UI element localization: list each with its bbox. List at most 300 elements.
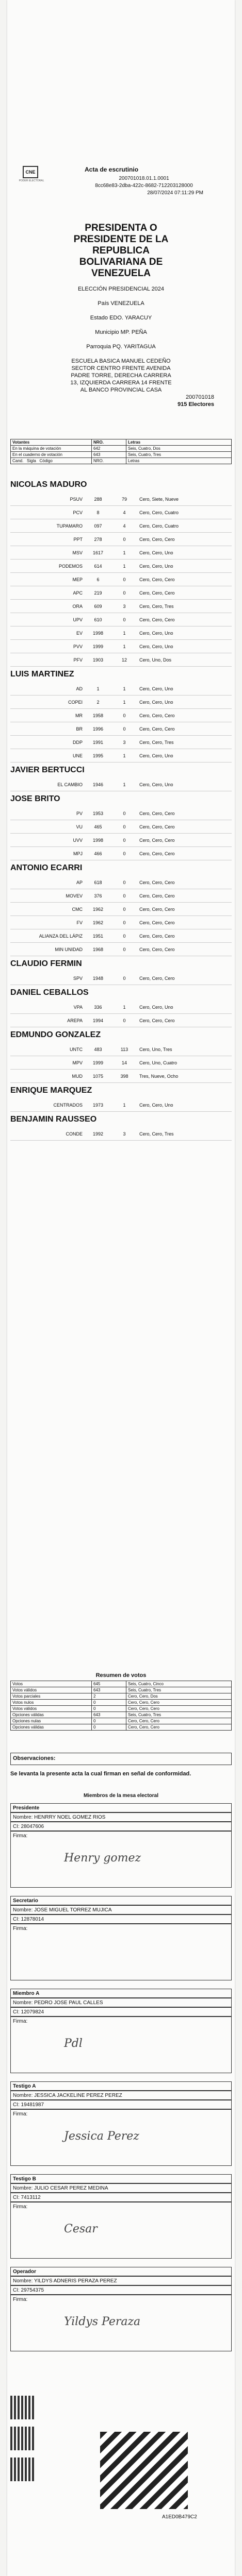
- party-votes: 0: [123, 824, 126, 829]
- party-row: [10, 1001, 232, 1014]
- book-letras: Seis, Cuatro, Tres: [126, 452, 232, 458]
- qr-code-2: [10, 2427, 34, 2450]
- center-name: [7, 358, 235, 394]
- result-number: 643: [92, 1712, 126, 1718]
- acta-datetime: 28/07/2024 07:11:29 PM: [147, 190, 203, 196]
- party-votes-letters: Cero, Cero, Cero: [139, 893, 175, 899]
- state: Estado EDO. YARACUY: [90, 315, 152, 321]
- party-code: 1999: [92, 1060, 104, 1065]
- result-label: Votos válidos: [11, 1687, 92, 1693]
- party-votes-letters: Cero, Cero, Cero: [139, 838, 175, 843]
- party-row: [10, 1070, 232, 1083]
- firma-label: Firma:: [13, 1926, 28, 1931]
- member-role: Testigo A: [10, 2081, 232, 2091]
- party-code: 219: [94, 590, 102, 596]
- party-code: 1991: [92, 740, 104, 745]
- party-votes-letters: Cero, Cero, Cero: [139, 880, 175, 885]
- result-letters: Cero, Cero, Cero: [126, 1718, 232, 1724]
- party-sigla: PPT: [73, 537, 83, 542]
- title-line: BOLIVARIANA DE: [79, 257, 163, 267]
- party-row: [10, 546, 232, 560]
- member-signature-box: [10, 1924, 232, 1980]
- handwritten-signature: Cesar: [64, 2223, 98, 2235]
- row-divider: [10, 1111, 232, 1112]
- result-label: Votos nulos: [11, 1700, 92, 1706]
- firma-label: Firma:: [13, 1833, 28, 1839]
- party-sigla: MIN UNIDAD: [55, 947, 83, 952]
- party-code: 1998: [92, 838, 104, 843]
- col-codigo: Código: [39, 459, 53, 463]
- center-line: AL BANCO PROVINCIAL CASA: [80, 387, 162, 393]
- party-code: 465: [94, 824, 102, 829]
- party-sigla: AD: [76, 686, 83, 691]
- party-row: [10, 916, 232, 929]
- party-row: [10, 889, 232, 903]
- party-code: 610: [94, 617, 102, 622]
- party-row: [10, 600, 232, 613]
- party-votes: 1: [123, 1103, 126, 1108]
- result-number: 0: [92, 1700, 126, 1706]
- title-line: REPUBLICA: [92, 245, 150, 256]
- party-sigla: EL CAMBIO: [57, 782, 83, 787]
- party-votes: 1: [123, 686, 126, 691]
- party-votes: 0: [123, 920, 126, 925]
- party-votes: 398: [120, 1074, 128, 1079]
- party-sigla: CMC: [72, 907, 83, 912]
- party-sigla: APC: [73, 590, 83, 596]
- row-divider: [10, 1082, 232, 1083]
- party-sigla: COPEI: [68, 700, 83, 705]
- row-divider: [10, 666, 232, 667]
- party-code: 466: [94, 851, 102, 856]
- candidate-name: BENJAMIN RAUSSEO: [10, 1115, 97, 1124]
- acta-serial: 200701018.01.1.0001: [119, 176, 169, 181]
- result-number: 643: [92, 1687, 126, 1693]
- party-code: 1992: [92, 1131, 104, 1137]
- candidate-name: JOSE BRITO: [10, 794, 60, 803]
- party-votes: 1: [123, 1005, 126, 1010]
- party-row: [10, 506, 232, 519]
- firma-label: Firma:: [13, 2019, 28, 2024]
- party-sigla: AREPA: [67, 1018, 83, 1023]
- location-info: [7, 285, 235, 408]
- party-code: 1958: [92, 713, 104, 718]
- results-row: [11, 1681, 232, 1687]
- party-code: 1962: [92, 920, 104, 925]
- result-letters: Cero, Cero, Cero: [126, 1724, 232, 1731]
- party-votes: 0: [123, 934, 126, 939]
- party-sigla: UPV: [73, 617, 83, 622]
- party-sigla: UVV: [73, 838, 83, 843]
- book-nro: 643: [92, 452, 126, 458]
- municipality: Municipio MP. PEÑA: [95, 329, 147, 335]
- result-label: Opciones nulas: [11, 1718, 92, 1724]
- col-letras-2: Letras: [126, 458, 232, 464]
- party-sigla: VPA: [73, 1005, 83, 1010]
- party-votes: 0: [123, 811, 126, 816]
- party-votes-letters: Cero, Cero, Uno: [139, 686, 173, 691]
- results-row: [11, 1724, 232, 1731]
- party-row: [10, 653, 232, 667]
- party-votes-letters: Cero, Siete, Nueve: [139, 497, 179, 502]
- party-votes-letters: Cero, Cero, Cero: [139, 577, 175, 582]
- party-votes-letters: Cero, Cero, Uno: [139, 753, 173, 758]
- row-divider: [10, 1140, 232, 1141]
- party-sigla: PODEMOS: [58, 564, 83, 569]
- party-sigla: PV: [76, 811, 83, 816]
- machine-letras: Seis, Cuatro, Dos: [126, 446, 232, 452]
- result-letters: Cero, Cero, Cero: [126, 1706, 232, 1712]
- party-code: 1995: [92, 753, 104, 758]
- center-line: 13, IZQUIERDA CARRERA 14 FRENTE: [70, 380, 172, 386]
- member-ci: CI: 28047606: [10, 1822, 232, 1831]
- party-votes-letters: Cero, Cero, Tres: [139, 1131, 174, 1137]
- party-code: 288: [94, 497, 102, 502]
- party-votes: 0: [123, 537, 126, 542]
- party-code: 1948: [92, 976, 104, 981]
- party-row: [10, 573, 232, 586]
- party-sigla: MSV: [72, 550, 83, 555]
- qr-code-3: [10, 2458, 34, 2481]
- party-sigla: MPJ: [73, 851, 83, 856]
- party-votes: 0: [123, 590, 126, 596]
- result-letters: Cero, Cero, Dos: [126, 1693, 232, 1700]
- candidate-name: ENRIQUE MARQUEZ: [10, 1086, 92, 1095]
- results-row: [11, 1718, 232, 1724]
- party-votes: 1: [123, 564, 126, 569]
- party-row: [10, 929, 232, 943]
- party-row: [10, 778, 232, 791]
- member-role: Miembro A: [10, 1989, 232, 1998]
- result-number: 645: [92, 1681, 126, 1687]
- party-votes: 14: [121, 1060, 127, 1065]
- party-row: [10, 626, 232, 640]
- party-row: [10, 696, 232, 709]
- party-votes: 1: [123, 644, 126, 649]
- results-row: [11, 1700, 232, 1706]
- party-sigla: CONDE: [66, 1131, 83, 1137]
- acta-info: [85, 175, 203, 197]
- party-row: [10, 640, 232, 653]
- party-votes: 3: [123, 604, 126, 609]
- party-sigla: CENTRADOS: [53, 1103, 83, 1108]
- party-sigla: TUPAMARO: [56, 523, 83, 529]
- party-code: 1075: [92, 1074, 104, 1079]
- party-sigla: UNTC: [70, 1047, 83, 1052]
- party-votes-letters: Cero, Cero, Cuatro: [139, 510, 179, 515]
- party-votes: 1: [123, 753, 126, 758]
- party-votes-letters: Cero, Uno, Dos: [139, 657, 172, 663]
- col-nro: NRO.: [92, 439, 126, 446]
- party-row: [10, 533, 232, 546]
- party-votes-letters: Cero, Cero, Uno: [139, 1103, 173, 1108]
- party-sigla: UNE: [72, 753, 83, 758]
- acta-hash: 8cc68e83-2dba-422c-8682-712203128000: [95, 183, 193, 189]
- party-row: [10, 1014, 232, 1027]
- party-votes: 12: [121, 657, 127, 663]
- party-row: [10, 560, 232, 573]
- party-sigla: PFV: [73, 657, 83, 663]
- party-votes-letters: Cero, Cero, Cuatro: [139, 523, 179, 529]
- book-label: En el cuaderno de votación: [11, 452, 92, 458]
- member-role: Testigo B: [10, 2174, 232, 2183]
- party-code: 1968: [92, 947, 104, 952]
- party-votes: 0: [123, 893, 126, 899]
- party-votes: 0: [123, 1018, 126, 1023]
- party-code: 614: [94, 564, 102, 569]
- party-sigla: MUD: [72, 1074, 83, 1079]
- party-code: 1994: [92, 1018, 104, 1023]
- party-row: [10, 736, 232, 749]
- party-code: 278: [94, 537, 102, 542]
- party-row: [10, 943, 232, 956]
- member-ci: CI: 12079824: [10, 2007, 232, 2016]
- party-votes-letters: Cero, Cero, Cero: [139, 947, 175, 952]
- party-row: [10, 820, 232, 834]
- col-letras: Letras: [126, 439, 232, 446]
- party-votes-letters: Cero, Cero, Cero: [139, 811, 175, 816]
- party-votes-letters: Cero, Cero, Uno: [139, 782, 173, 787]
- party-row: [10, 493, 232, 506]
- member-ci: CI: 7413112: [10, 2193, 232, 2202]
- party-votes-letters: Cero, Cero, Tres: [139, 740, 174, 745]
- party-code: 1903: [92, 657, 104, 663]
- candidate-name: LUIS MARTINEZ: [10, 670, 74, 679]
- party-row: [10, 519, 232, 533]
- col-headers-left: [11, 458, 92, 464]
- party-votes: 1: [123, 782, 126, 787]
- party-sigla: MOVEV: [66, 893, 83, 899]
- party-votes: 0: [123, 726, 126, 732]
- party-code: 1: [96, 686, 100, 691]
- party-votes-letters: Cero, Uno, Cuatro: [139, 1060, 178, 1065]
- country: País VENEZUELA: [98, 300, 144, 307]
- party-votes-letters: Cero, Cero, Cero: [139, 976, 175, 981]
- party-row: [10, 834, 232, 847]
- member-name: Nombre: JULIO CESAR PEREZ MEDINA: [10, 2183, 232, 2193]
- results-row: [11, 1706, 232, 1712]
- party-votes-letters: Cero, Cero, Cero: [139, 726, 175, 732]
- members-title: Miembros de la mesa electoral: [83, 1793, 159, 1799]
- party-row: [10, 972, 232, 985]
- security-pattern: [100, 2432, 188, 2509]
- center-line: PADRE TORRE, DERECHA CARRERA: [71, 372, 171, 379]
- election-name: ELECCIÓN PRESIDENCIAL 2024: [77, 286, 165, 292]
- electors-count: 915 Electores: [178, 401, 214, 408]
- handwritten-signature: Jessica Perez: [64, 2130, 139, 2143]
- party-votes-letters: Cero, Cero, Cero: [139, 920, 175, 925]
- results-row: [11, 1693, 232, 1700]
- party-row: [10, 613, 232, 626]
- party-code: 2: [96, 700, 100, 705]
- party-row: [10, 586, 232, 600]
- result-label: Votos válidos: [11, 1706, 92, 1712]
- result-letters: Seis, Cuatro, Tres: [126, 1687, 232, 1693]
- center-line: ESCUELA BASICA MANUEL CEDEÑO: [71, 358, 171, 364]
- candidate-name: JAVIER BERTUCCI: [10, 766, 85, 774]
- title-line: PRESIDENTA O: [85, 223, 157, 233]
- page-title: [7, 223, 235, 279]
- result-number: 0: [92, 1724, 126, 1731]
- party-code: 609: [94, 604, 102, 609]
- member-role: Operador: [10, 2267, 232, 2276]
- title-line: PRESIDENTE DE LA: [73, 234, 169, 245]
- member-ci: CI: 19481987: [10, 2100, 232, 2109]
- party-votes-letters: Cero, Cero, Cero: [139, 934, 175, 939]
- party-votes-letters: Cero, Cero, Cero: [139, 824, 175, 829]
- party-votes-letters: Cero, Cero, Cero: [139, 907, 175, 912]
- party-votes: 4: [123, 510, 126, 515]
- party-sigla: EV: [76, 631, 83, 636]
- party-code: 1999: [92, 644, 104, 649]
- candidate-name: CLAUDIO FERMIN: [10, 959, 82, 968]
- party-votes: 1: [123, 550, 126, 555]
- member-name: Nombre: JESSICA JACKELINE PEREZ PEREZ: [10, 2091, 232, 2100]
- firma-label: Firma:: [13, 2297, 28, 2302]
- party-votes: 4: [123, 523, 126, 529]
- party-row: [10, 807, 232, 820]
- party-code: 1996: [92, 726, 104, 732]
- col-votantes: Votantes: [11, 439, 92, 446]
- handwritten-signature: Henry gomez: [64, 1852, 141, 1865]
- party-sigla: DDP: [72, 740, 83, 745]
- column-headers: [11, 458, 232, 464]
- candidate-name: EDMUNDO GONZALEZ: [10, 1030, 101, 1039]
- center-line: SECTOR CENTRO FRENTE AVENIDA: [71, 365, 171, 371]
- party-code: 1617: [92, 550, 104, 555]
- party-votes: 0: [123, 851, 126, 856]
- party-code: 1973: [92, 1103, 104, 1108]
- party-row: [10, 682, 232, 696]
- party-votes-letters: Cero, Cero, Tres: [139, 604, 174, 609]
- cne-logo-mark: CNE: [23, 166, 38, 178]
- acta-receipt: [7, 0, 235, 2576]
- results-row: [11, 1712, 232, 1718]
- footer-code: A1ED0B479C2: [162, 2514, 197, 2520]
- party-votes-letters: Cero, Cero, Uno: [139, 700, 173, 705]
- result-number: 0: [92, 1718, 126, 1724]
- party-votes-letters: Cero, Cero, Cero: [139, 1018, 175, 1023]
- member-signature-box: [10, 2016, 232, 2073]
- party-row: [10, 1098, 232, 1112]
- col-nro-2: NRO.: [92, 458, 126, 464]
- parish: Parroquia PQ. YARITAGUA: [86, 344, 156, 350]
- party-code: 1953: [92, 811, 104, 816]
- party-votes: 0: [123, 947, 126, 952]
- party-votes: 0: [123, 838, 126, 843]
- party-row: [10, 709, 232, 722]
- party-sigla: PSUV: [70, 497, 83, 502]
- party-row: [10, 1127, 232, 1141]
- party-votes-letters: Cero, Cero, Cero: [139, 617, 175, 622]
- party-code: 376: [94, 893, 102, 899]
- party-votes: 3: [123, 1131, 126, 1137]
- party-code: 1998: [92, 631, 104, 636]
- member-name: Nombre: PEDRO JOSE PAUL CALLES: [10, 1998, 232, 2007]
- result-number: 0: [92, 1706, 126, 1712]
- party-sigla: PVV: [73, 644, 83, 649]
- results-title: Resumen de votos: [95, 1672, 147, 1679]
- party-row: [10, 1056, 232, 1070]
- party-votes-letters: Cero, Cero, Cero: [139, 851, 175, 856]
- results-row: [11, 1687, 232, 1693]
- member-name: Nombre: YILDYS ADNERIS PERAZA PEREZ: [10, 2276, 232, 2285]
- party-votes-letters: Cero, Cero, Cero: [139, 713, 175, 718]
- handwritten-signature: Yildys Peraza: [64, 2315, 141, 2328]
- party-sigla: VU: [76, 824, 83, 829]
- col-cand: Cand.: [12, 459, 24, 463]
- result-letters: Seis, Cuatro, Tres: [126, 1712, 232, 1718]
- candidate-name: DANIEL CEBALLOS: [10, 988, 89, 997]
- party-code: 1951: [92, 934, 104, 939]
- party-votes-letters: Cero, Uno, Tres: [139, 1047, 172, 1052]
- party-votes: 0: [123, 577, 126, 582]
- acta-title: Acta de escrutinio: [85, 166, 139, 173]
- member-role: Secretario: [10, 1896, 232, 1905]
- member-name: Nombre: HENRRY NOEL GOMEZ RIOS: [10, 1812, 232, 1822]
- closing-statement: Se levanta la presente acta la cual firman en señal de conformidad.: [10, 1771, 191, 1777]
- member-ci: CI: 29754375: [10, 2285, 232, 2295]
- result-label: Opciones válidas: [11, 1712, 92, 1718]
- firma-label: Firma:: [13, 2204, 28, 2210]
- party-code: 8: [96, 510, 100, 515]
- firma-label: Firma:: [13, 2111, 28, 2117]
- machine-nro: 642: [92, 446, 126, 452]
- party-votes: 3: [123, 740, 126, 745]
- party-row: [10, 903, 232, 916]
- col-sigla: Sigla: [27, 459, 36, 463]
- observaciones-label: Observaciones:: [13, 1755, 56, 1761]
- party-votes: 113: [120, 1047, 128, 1052]
- candidate-name: ANTONIO ECARRI: [10, 863, 83, 872]
- result-letters: Seis, Cuatro, Cinco: [126, 1681, 232, 1687]
- result-label: Opciones válidas: [11, 1724, 92, 1731]
- party-votes-letters: Cero, Cero, Uno: [139, 1005, 173, 1010]
- party-sigla: MEP: [72, 577, 83, 582]
- party-code: 483: [94, 1047, 102, 1052]
- party-code: 618: [94, 880, 102, 885]
- party-votes: 79: [121, 497, 127, 502]
- party-sigla: AP: [76, 880, 83, 885]
- party-sigla: ALIANZA DEL LÁPIZ: [39, 934, 83, 939]
- party-votes-letters: Cero, Cero, Cero: [139, 590, 175, 596]
- party-row: [10, 1043, 232, 1056]
- party-row: [10, 722, 232, 736]
- member-role: Presidente: [10, 1803, 232, 1812]
- party-votes: 0: [123, 713, 126, 718]
- member-signature-box: [10, 2202, 232, 2259]
- party-sigla: MR: [75, 713, 83, 718]
- party-sigla: SPV: [73, 976, 83, 981]
- party-row: [10, 876, 232, 889]
- party-votes: 0: [123, 907, 126, 912]
- results-table: [10, 1681, 232, 1731]
- party-code: 1946: [92, 782, 104, 787]
- party-sigla: BR: [76, 726, 83, 732]
- party-sigla: MPV: [72, 1060, 83, 1065]
- party-sigla: PCV: [73, 510, 83, 515]
- handwritten-signature: Pdl: [64, 2037, 83, 2050]
- qr-code-1: [10, 2396, 34, 2419]
- party-votes: 0: [123, 617, 126, 622]
- party-votes-letters: Cero, Cero, Uno: [139, 564, 173, 569]
- machine-label: En la máquina de votación: [11, 446, 92, 452]
- result-label: Votos parciales: [11, 1693, 92, 1700]
- voters-summary-table: [10, 439, 232, 464]
- party-sigla: ORA: [72, 604, 83, 609]
- party-votes-letters: Cero, Cero, Uno: [139, 631, 173, 636]
- member-name: Nombre: JOSE MIGUEL TORREZ MUJICA: [10, 1905, 232, 1914]
